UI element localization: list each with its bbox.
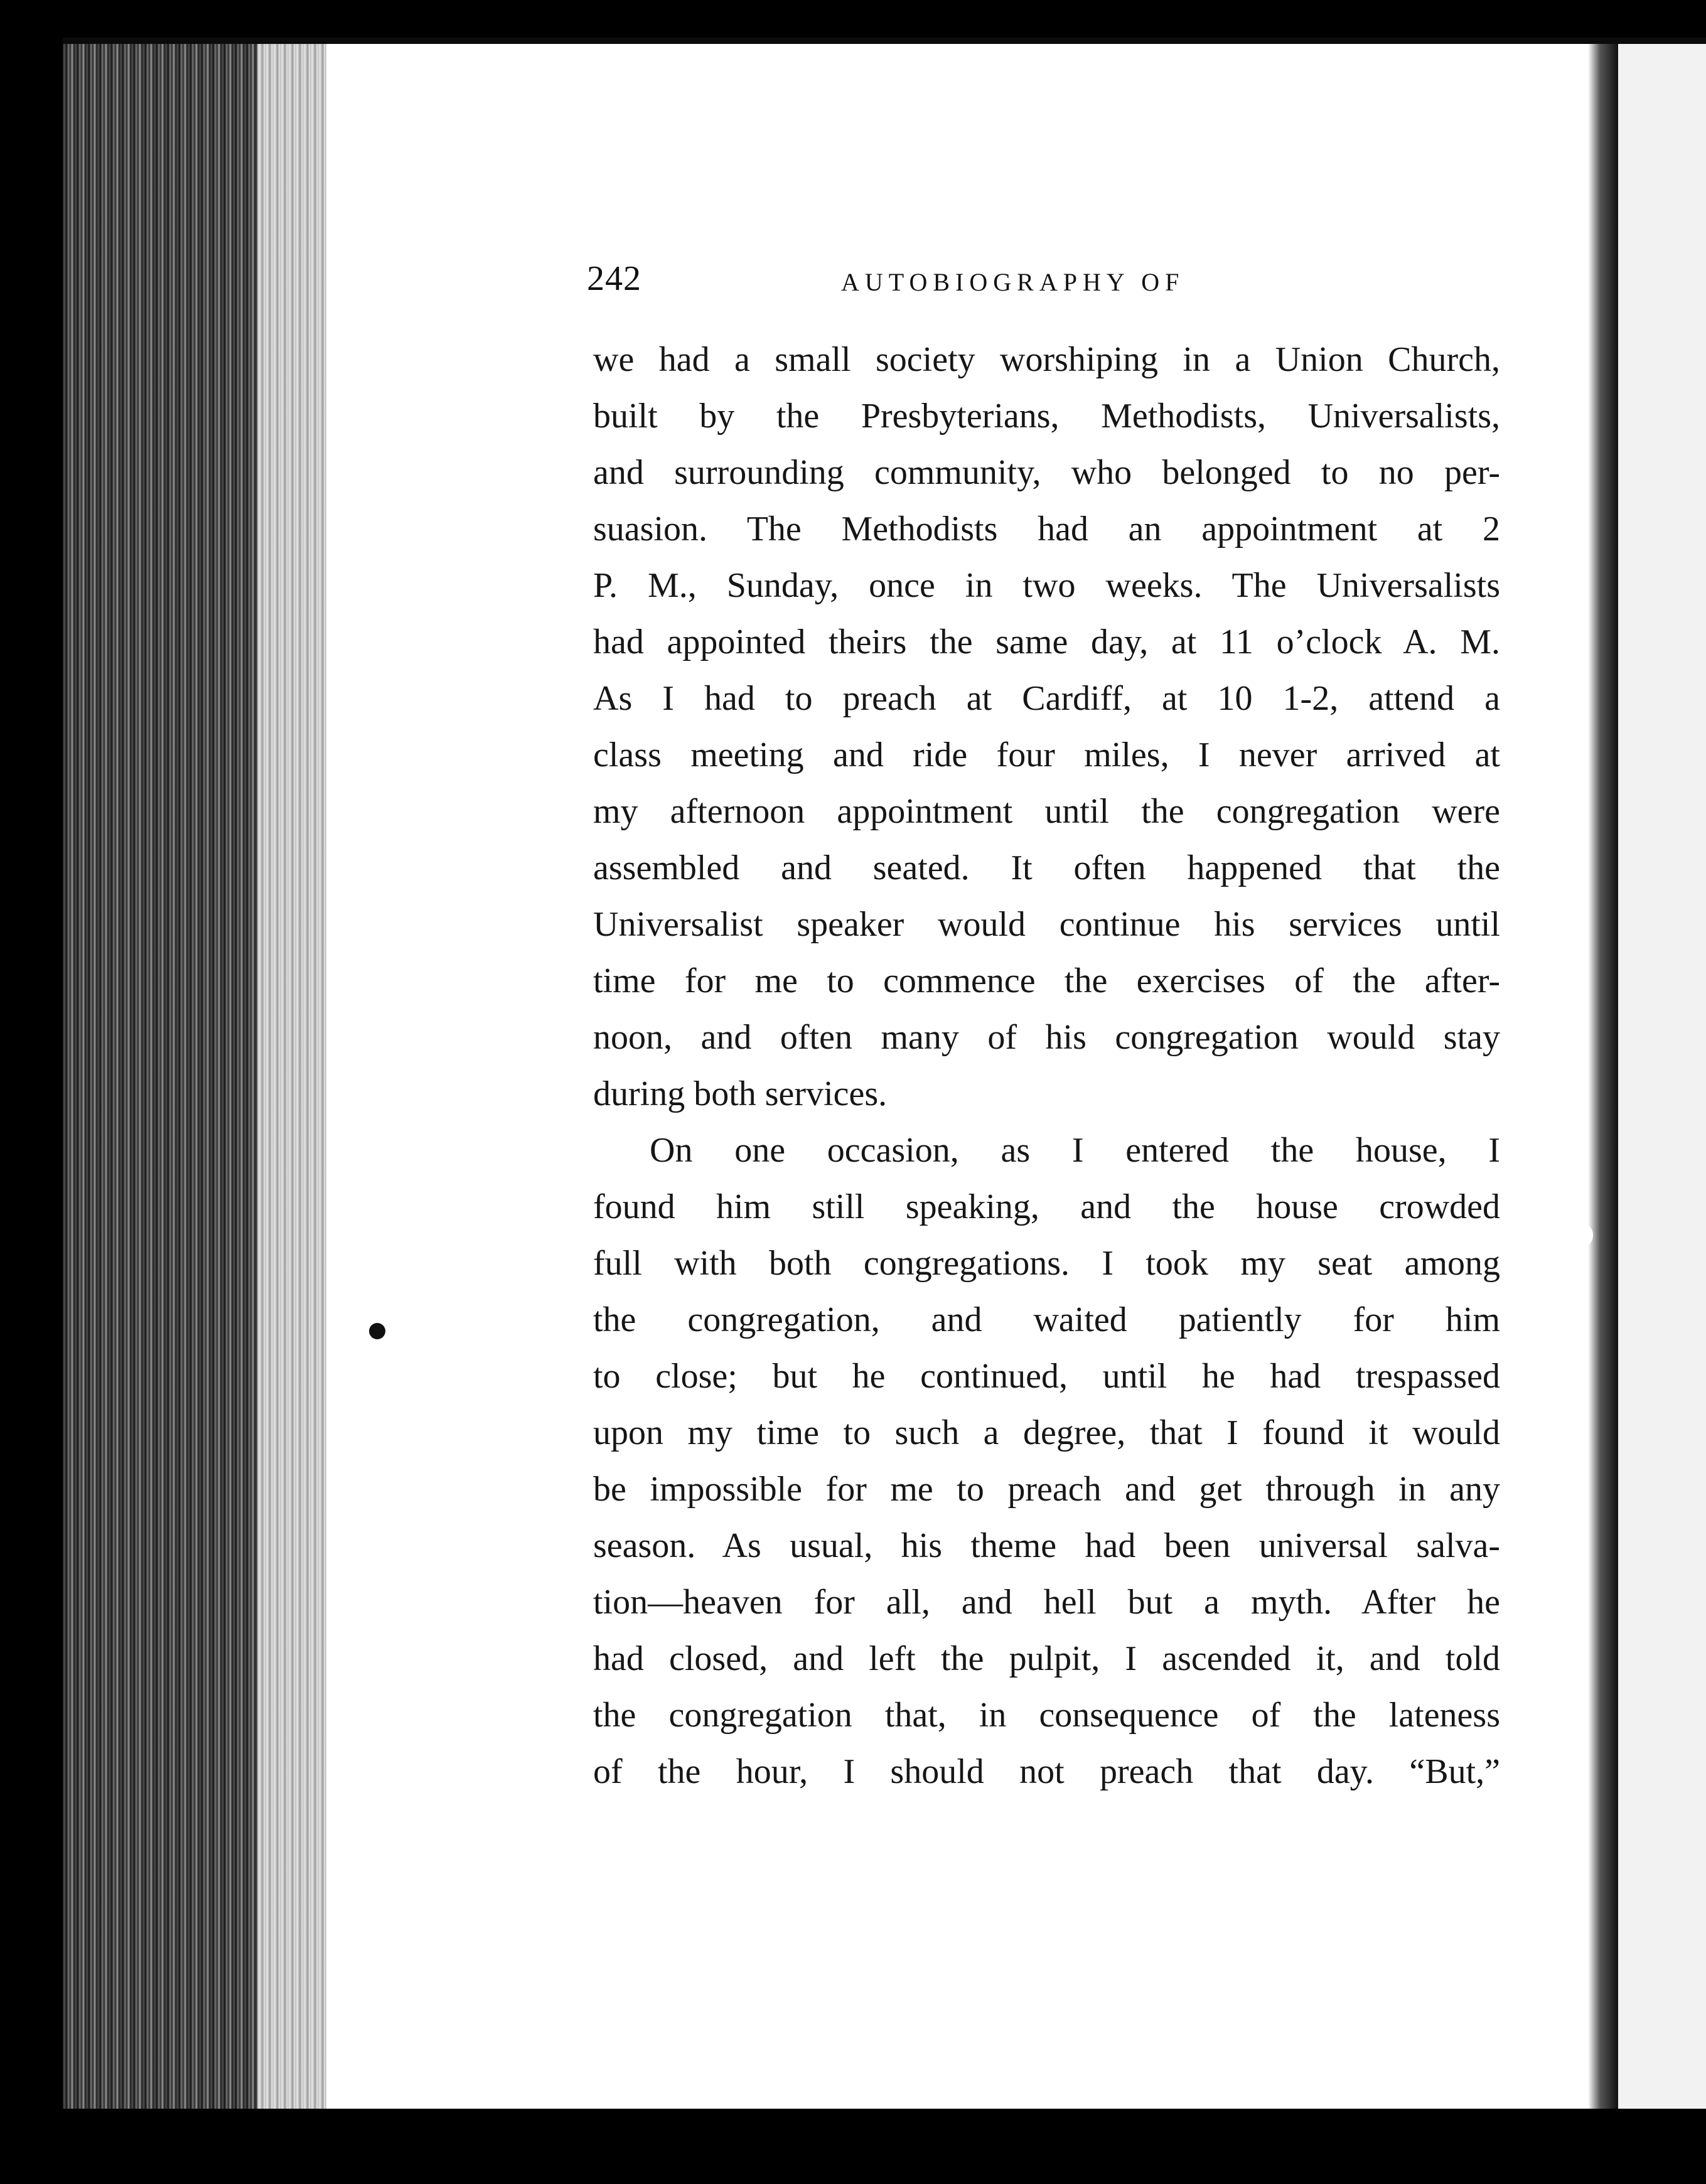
text-line: On one occasion, as I entered the house, I: [650, 1131, 1500, 1170]
text-line: we had a small society worshiping in a Union Church,: [593, 340, 1500, 379]
text-line: P. M., Sunday, once in two weeks. The Universalists: [593, 566, 1500, 605]
text-line: had closed, and left the pulpit, I ascended it, and told: [593, 1639, 1500, 1678]
text-line: class meeting and ride four miles, I never arrived at: [593, 736, 1500, 774]
text-line: As I had to preach at Cardiff, at 10 1-2, attend a: [593, 679, 1500, 718]
text-line: Universalist speaker would continue his services until: [593, 905, 1500, 944]
text-line: suasion. The Methodists had an appointment at 2: [593, 510, 1500, 549]
text-line: my afternoon appointment until the congregation were: [593, 792, 1500, 831]
text-line: tion—heaven for all, and hell but a myth. After he: [593, 1583, 1500, 1622]
opposite-page: [1618, 44, 1706, 2109]
text-line: the congregation, and waited patiently for him: [593, 1300, 1500, 1339]
text-line: noon, and often many of his congregation would stay: [593, 1018, 1500, 1057]
text-line: season. As usual, his theme had been universal salva-: [593, 1526, 1500, 1565]
page-number: 242: [587, 259, 641, 298]
text-line: time for me to commence the exercises of the after-: [593, 961, 1500, 1000]
ink-blot: [369, 1323, 385, 1339]
page-header: [587, 259, 1252, 309]
text-line: upon my time to such a degree, that I found it would: [593, 1413, 1500, 1452]
text-line: and surrounding community, who belonged to no per-: [593, 453, 1500, 492]
text-line: to close; but he continued, until he had trespassed: [593, 1357, 1500, 1396]
paper-flaw: [1574, 1224, 1593, 1246]
text-line: be impossible for me to preach and get through in any: [593, 1470, 1500, 1509]
body-text: [593, 331, 1500, 1800]
running-head: AUTOBIOGRAPHY OF: [841, 268, 1185, 296]
paragraph-1: [593, 331, 1500, 1122]
text-line: found him still speaking, and the house crowded: [593, 1187, 1500, 1226]
text-line: full with both congregations. I took my seat among: [593, 1244, 1500, 1283]
text-line: assembled and seated. It often happened that the: [593, 848, 1500, 887]
book-page-edges-highlight: [257, 44, 333, 2109]
text-line: during both services.: [593, 1074, 888, 1113]
text-line: had appointed theirs the same day, at 11 o’clock A. M.: [593, 623, 1500, 661]
text-line: built by the Presbyterians, Methodists, Universalists,: [593, 397, 1500, 436]
book-gutter: [1588, 44, 1618, 2109]
text-line: the congregation that, in consequence of the lateness: [593, 1696, 1500, 1735]
text-line: of the hour, I should not preach that day. “But,”: [593, 1752, 1500, 1791]
paragraph-2: [593, 1122, 1500, 1800]
